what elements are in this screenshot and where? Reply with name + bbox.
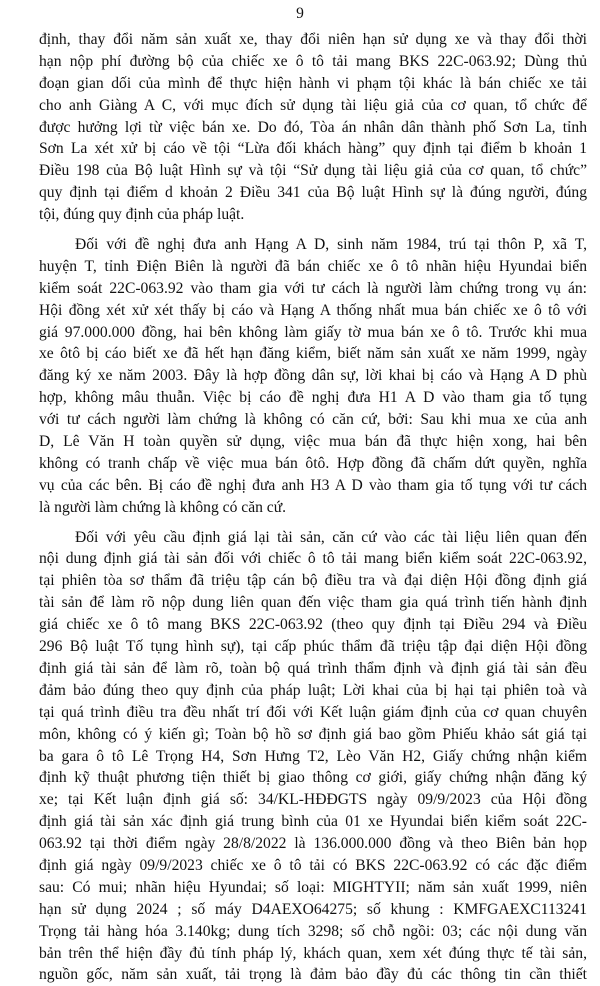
text-line: tài sản để làm rõ nộp dung liên quan đến việc tham gia quá trình tiến hành định [39, 594, 587, 612]
text-line: Điều 198 của Bộ luật Hình sự và tội “Sử dụng tài liệu giả của cơ quan, tổ chức” [39, 162, 587, 180]
text-line: cho anh Giàng A C, với mục đích sử dụng tài liệu giả của cơ quan, tổ chức để [39, 96, 587, 114]
text-line: xe ôtô bị cáo biết xe đã hết hạn đăng kiểm, biết năm sản xuất xe năm 1999, ngày [39, 345, 587, 363]
body-text [39, 29, 587, 986]
text-line: với tư cách người làm chứng là không có căn cứ, bởi: Sau khi mua xe của anh [39, 411, 587, 429]
text-line: Sơn La xét xử bị cáo về tội “Lừa đối khách hàng” quy định tại điểm b khoản 1 [39, 140, 587, 158]
text-line: 063.92 tại thời điểm ngày 28/8/2022 là 136.000.000 đồng và theo Biên bản họp [39, 835, 587, 853]
text-line: 296 Bộ luật Tố tụng hình sự), tại cấp phúc thẩm đã triệu tập đại diện Hội đồng [39, 638, 587, 656]
text-line: kiểm soát 22C-063.92 vào tham gia với tư cách là người làm chứng trong vụ án: [39, 279, 587, 297]
text-line: hợp, không mâu thuẫn. Việc bị cáo đề nghị đưa H1 A D vào tham gia tố tụng [39, 389, 587, 407]
text-line: sau: Có mui; nhãn hiệu Hyundai; số loại: MIGHTYII; năm sản xuất 1999, niên [39, 878, 587, 896]
text-line: giá 97.000.000 đồng, hai bên không làm giấy tờ mua bán xe ô tô. Trước khi mua [39, 323, 587, 341]
text-line: tại quá trình điều tra đều nhất trí đối với Kết luận giám định của cơ quan chuyên [39, 703, 587, 721]
text-line: không có tranh chấp về việc mua bán ôtô. Hợp đồng đã chấm dứt quyền, nghĩa [39, 454, 587, 472]
text-line: Hội đồng xét xử xét thấy bị cáo và Hạng A thống nhất mua bán chiếc xe ô tô với [39, 301, 587, 319]
text-line: hạn sử dụng 2024 ; số máy D4AEXO64275; số khung : KMFGAEXC113241 [39, 900, 587, 918]
text-line: môn, không có ý kiến gì; Toàn bộ hồ sơ định giá bao gồm Phiếu khảo sát giá tại [39, 725, 587, 743]
text-line: bản trên thể hiện đầy đủ tính pháp lý, khách quan, xem xét đúng thực tế tài sản, [39, 944, 587, 962]
text-line: đảm bảo đúng theo quy định của pháp luật; Lời khai của bị hại tại phiên toà và [39, 681, 587, 699]
text-line: được hưởng lợi từ việc bán xe. Do đó, Tòa án nhân dân thành phố Sơn La, tỉnh [39, 118, 587, 136]
text-line: quy định tại điểm d khoản 2 Điều 341 của Bộ luật Hình sự là đúng người, đúng [39, 184, 587, 202]
text-line: định kỹ thuật phương tiện thiết bị giao thông cơ giới, giấy chứng nhận đăng ký [39, 769, 587, 787]
text-line: định, thay đổi năm sản xuất xe, thay đổi niên hạn sử dụng xe và thay đổi thời [39, 31, 587, 48]
text-line: định giá ngày 09/9/2023 chiếc xe ô tô tải có BKS 22C-063.92 có các đặc điểm [39, 856, 587, 874]
text-line: định giá tài sản xác định giá trung bình của 01 xe Hyundai biển kiểm soát 22C- [39, 813, 587, 831]
text-line: tại phiên tòa sơ thẩm đã triệu tập cán bộ điều tra và đại diện Hội đồng định giá [39, 572, 587, 590]
paragraph [39, 234, 587, 519]
text-line: Đối với yêu cầu định giá lại tài sản, căn cứ vào các tài liệu liên quan đến [75, 528, 587, 546]
paragraph [39, 29, 587, 226]
paragraph-gap [39, 226, 587, 234]
text-line: là người làm chứng là không có căn cứ. [39, 498, 287, 516]
paragraph [39, 527, 587, 986]
text-line: D, Lê Văn H toàn quyền sử dụng, việc mua bán đã thực hiện xong, hai bên [39, 433, 587, 451]
text-line: giá chiếc xe ô tô mang BKS 22C-063.92 (theo quy định tại Điều 294 và Điều [39, 616, 587, 634]
text-line: hạn nộp phí đường bộ của chiếc xe ô tô tải mang BKS 22C-063.92; Dùng thủ [39, 52, 587, 70]
text-line: huyện T, tỉnh Điện Biên là người đã bán chiếc xe ô tô nhãn hiệu Hyundai biển [39, 257, 587, 275]
text-line: nguồn gốc, năm sản xuất, tải trọng là đảm bảo đầy đủ các thông tin cần thiết [39, 966, 587, 984]
text-line: nội dung định giá tài sản đối với chiếc ô tô tải mang biển kiểm soát 22C-063.92, [39, 550, 587, 568]
page-number: 9 [296, 5, 304, 22]
text-line: xe; tại Kết luận định giá số: 34/KL-HĐĐGTS ngày 09/9/2023 của Hội đồng [39, 791, 587, 809]
text-line: ba gara ô tô Lê Trọng H4, Sơn Hưng T2, Lèo Văn H2, Giấy chứng nhận kiểm [39, 747, 587, 765]
text-line: đăng ký xe năm 2003. Đây là hợp đồng dân sự, lời khai bị cáo và Hạng A D phù [39, 367, 587, 385]
text-line: định giá tài sản để làm rõ, toàn bộ quá trình thẩm định và định giá tài sản đều [39, 659, 587, 677]
text-line: vụ của các bên. Bị cáo đề nghị đưa anh H3 A D vào tham gia tố tụng với tư cách [39, 476, 587, 494]
text-line: Trọng tải hàng hóa 3.140kg; dung tích 3298; số chỗ ngồi: 03; các nội dung văn [39, 922, 587, 940]
text-line: tội, đúng quy định của pháp luật. [39, 206, 245, 224]
paragraph-gap [39, 519, 587, 527]
text-line: Đối với đề nghị đưa anh Hạng A D, sinh năm 1984, trú tại thôn P, xã T, [75, 236, 587, 254]
text-line: đoạn gian dối của mình để thực hiện hành vi phạm tội khác là bán chiếc xe tải [39, 74, 587, 92]
